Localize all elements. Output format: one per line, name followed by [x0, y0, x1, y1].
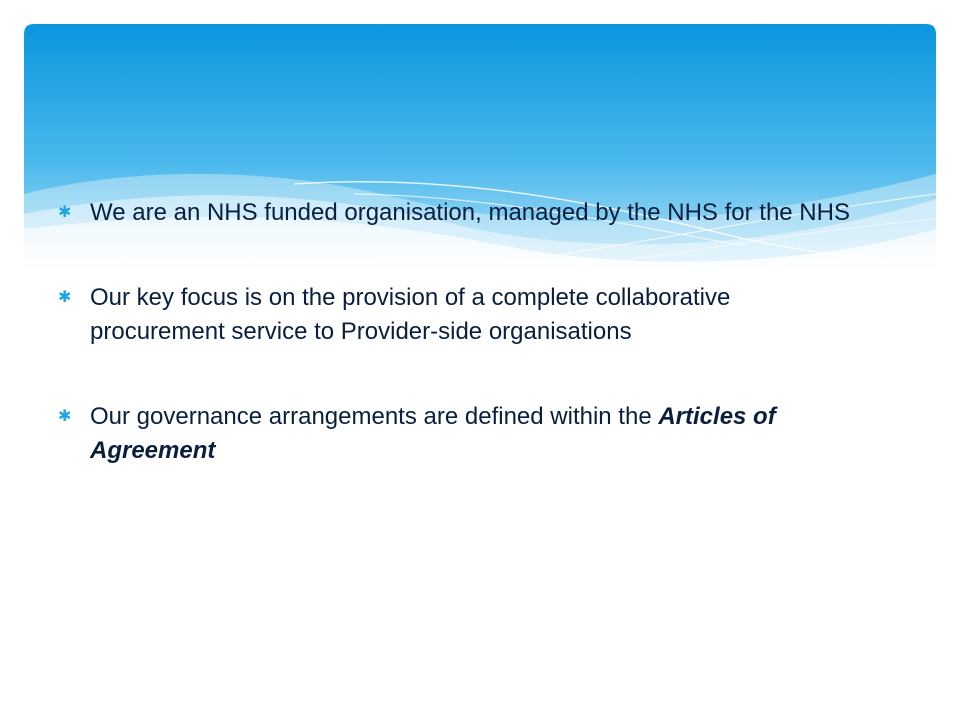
- bullet-item: [58, 281, 858, 349]
- bullet-text: Our governance arrangements are defined within the: [90, 403, 659, 430]
- articles-of-agreement-emphasis: Articles of Agreement: [90, 403, 776, 464]
- bullet-text: We are an NHS funded organisation, managed by the NHS for the NHS: [90, 199, 850, 226]
- bullet-text: Our key focus is on the provision of a complete collaborative procurement service to Provider-side organisations: [90, 284, 731, 345]
- bullet-list: [58, 196, 858, 519]
- bullet-item: [58, 196, 858, 230]
- asterisk-icon: ✱: [58, 204, 72, 221]
- bullet-item: [58, 400, 858, 468]
- asterisk-icon: ✱: [58, 289, 72, 306]
- asterisk-icon: ✱: [58, 408, 72, 425]
